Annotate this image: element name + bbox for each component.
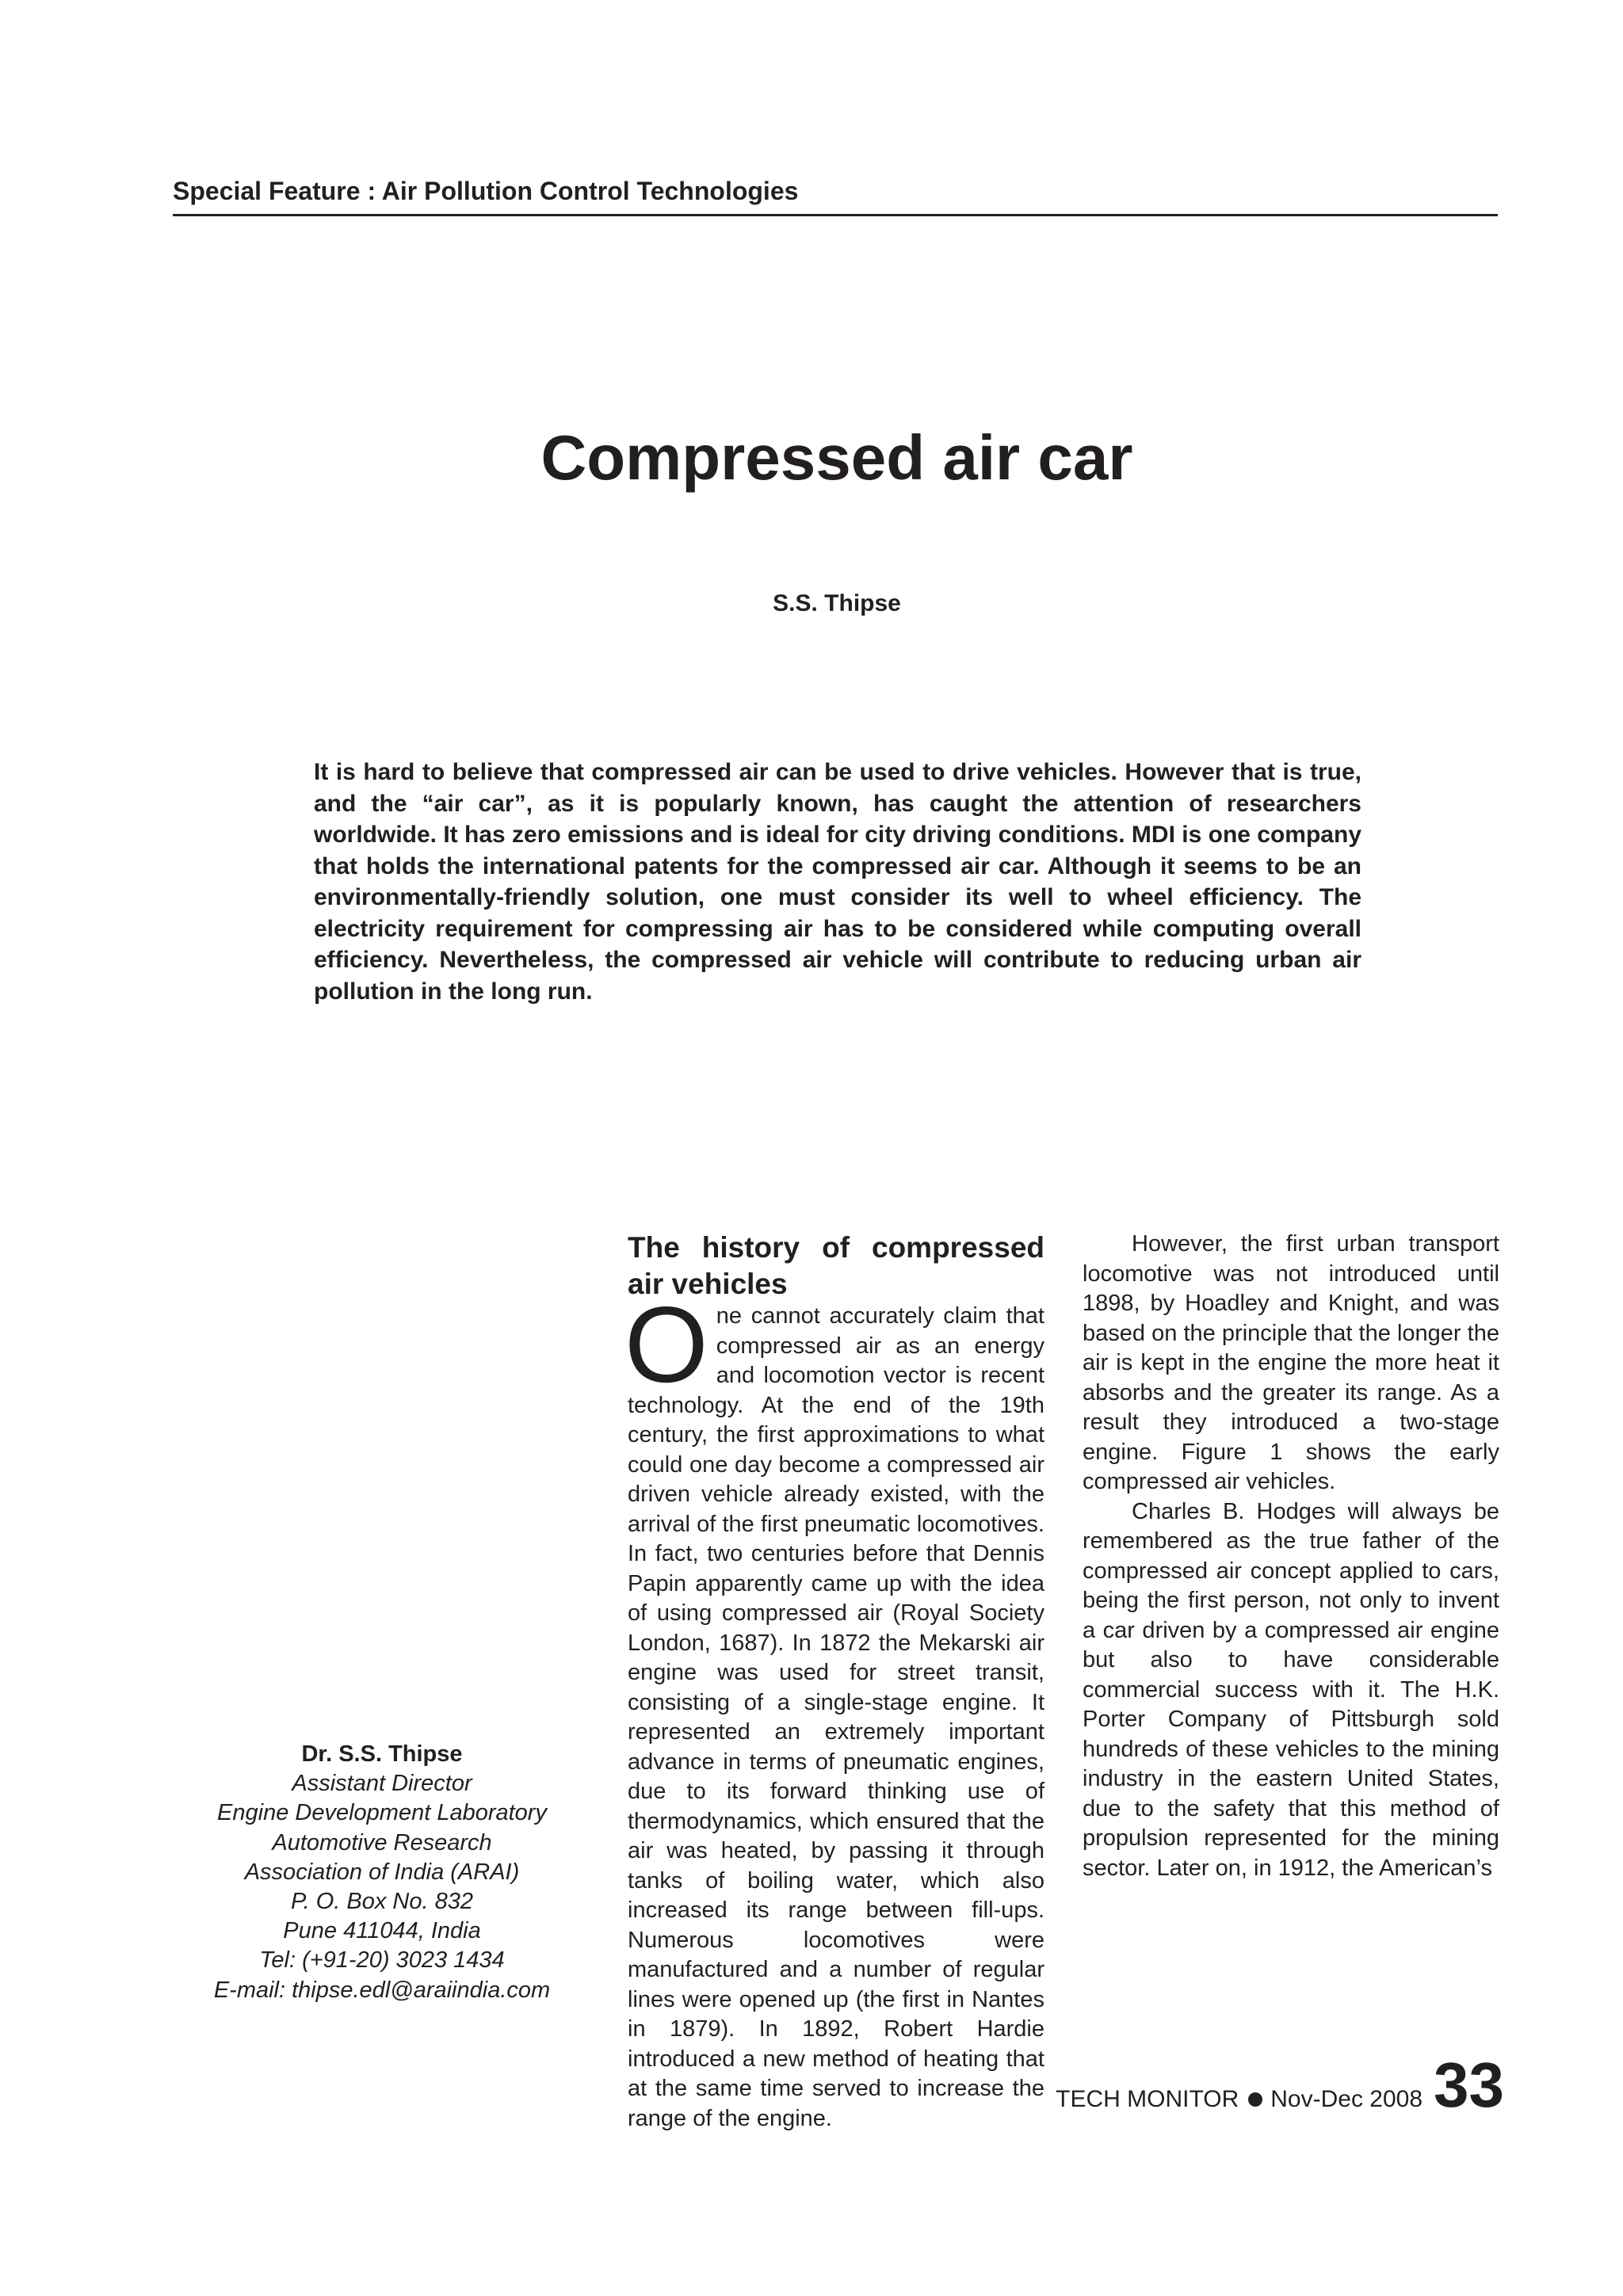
- article-title: Compressed air car: [540, 422, 1133, 493]
- footer-issue-date: Nov-Dec 2008: [1270, 2086, 1423, 2112]
- author-org-line-1: Automotive Research: [272, 1829, 492, 1855]
- body-column-1: [624, 1230, 1044, 2134]
- body-paragraph-3: Charles B. Hodges will always be remembered as the true father of the compressed air concept applied to cars, being the first person, not only to invent a car driven by a compressed air engine but also to have considerable commercial success with it. The H.K. Porter Company of Pittsburgh sold hundreds of these vehicles to the mining industry in the eastern United States, due to the safety that this method of propulsion represented for the mining sector. Later on, in 1912, the American’s: [1083, 1498, 1499, 1881]
- author-org-line-2: Association of India (ARAI): [244, 1859, 520, 1885]
- author-po-box: P. O. Box No. 832: [291, 1889, 473, 1915]
- body-paragraph-2: However, the first urban transport locomotive was not introduced until 1898, by Hoadley and Knight, and was based on the principle that the longer the air is kept in the engine the more heat it absorbs and the greater its range. As a result they introduced a two-stage engine. Figure 1 shows the early compressed air vehicles.: [1083, 1231, 1499, 1494]
- section-header: [173, 176, 1498, 216]
- author-title: Assistant Director: [292, 1771, 472, 1797]
- drop-cap: O: [624, 1284, 708, 1405]
- body-paragraph-1-text: ne cannot accurately claim that compressed air as an energy and locomotion vector is recent technology. At the end of the 19th century, the first approximations to what could one day become a compressed air driven vehicle already existed, with the arrival of the first pneumatic locomotives. In fact, two centuries before that Dennis Papin apparently came up with the idea of using compressed air (Royal Society London, 1687). In 1872 the Mekarski air engine was used for street transit, consisting of a single-stage engine. It represented an extremely important advance in terms of pneumatic engines, due to its forward thinking use of thermodynamics, which ensured that the air was heated, by passing it through tanks of boiling water, which also increased its range between fill-ups. Numerous locomotives were manufactured and a number of regular lines were opened up (the first in Nantes in 1879). In 1892, Robert Hardie introduced a new method of heating that at the same time served to increase the range of the engine.: [628, 1303, 1044, 2131]
- footer-magazine-name: TECH MONITOR: [1056, 2086, 1239, 2112]
- author-lab: Engine Development Laboratory: [217, 1800, 547, 1826]
- bullet-dot-icon: [1248, 2092, 1262, 2107]
- author-email: E-mail: thipse.edl@araiindia.com: [213, 1977, 551, 2003]
- section-header-label: Special Feature : Air Pollution Control Technologies: [173, 177, 799, 205]
- body-paragraph-1: [624, 1284, 1044, 2134]
- article-abstract: It is hard to believe that compressed air can be used to drive vehicles. However that is true, and the “air car”, as it is popularly known, has caught the attention of researchers worldwide. It has zero emissions and is ideal for city driving conditions. MDI is one company that holds the international patents for the compressed air car. Although it seems to be an environmentally-friendly solution, one must consider its well to wheel efficiency. The electricity requirement for compressing air has to be considered while computing overall efficiency. Nevertheless, the compressed air vehicle will contribute to reducing urban air pollution in the long run.: [314, 759, 1361, 1005]
- author-city: Pune 411044, India: [283, 1918, 481, 1944]
- page-footer: [1056, 2050, 1504, 2120]
- author-info-box: [184, 1740, 580, 2005]
- section-title: The history of compressed air vehicles: [628, 1231, 1044, 1300]
- article-byline: S.S. Thipse: [773, 590, 901, 616]
- author-name: Dr. S.S. Thipse: [301, 1741, 463, 1767]
- author-phone: Tel: (+91-20) 3023 1434: [259, 1947, 505, 1974]
- body-column-2: [1083, 1230, 1499, 1883]
- page-number: 33: [1434, 2050, 1504, 2120]
